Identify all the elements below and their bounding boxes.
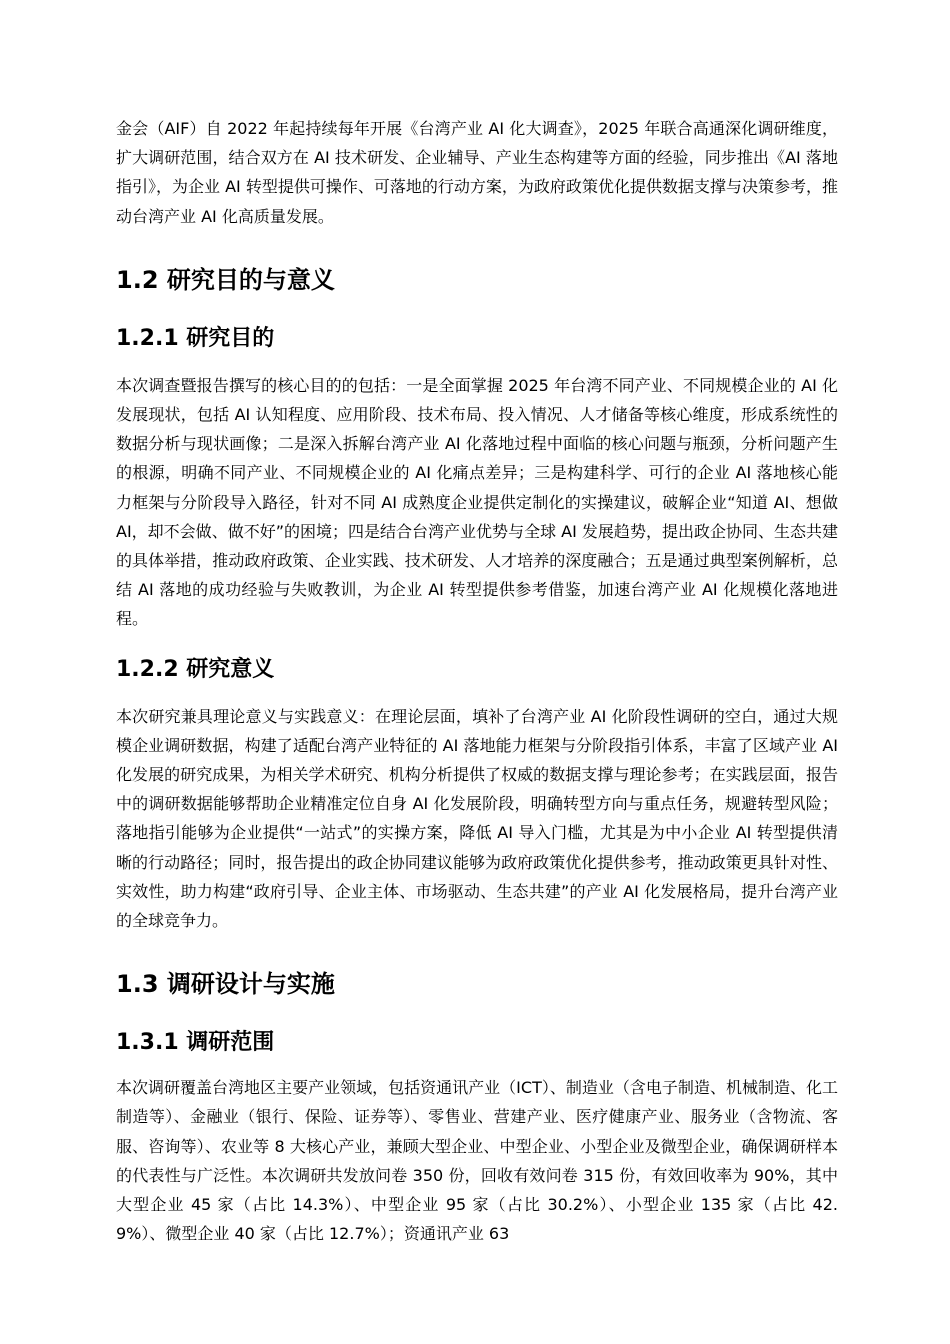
subsection-heading-1-3-1: 1.3.1 调研范围: [116, 1030, 275, 1056]
research-scope-paragraph: 本次调研覆盖台湾地区主要产业领域，包括资通讯产业（ICT）、制造业（含电子制造、机械制造、化工制造等）、金融业（银行、保险、证券等）、零售业、营建产业、医疗健康产业、服务业（含物流、客服、咨询等）、农业等 8 大核心产业，兼顾大型企业、中型企业、小型企业及微型企业，确保调研样本的代表性与广泛性。本次调研共发放问卷 350 份，回收有效问卷 315 份，有效回收率为 90%，其中大型企业 45 家（占比 14.3%）、中型企业 95 家（占比 30.2%）、小型企业 135 家（占比 42.9%）、微型企业 40 家（占比 12.7%）；资通讯产业 63: [116, 1078, 838, 1244]
section-heading-1-2: 1.2 研究目的与意义: [116, 265, 335, 294]
page-content: [116, 114, 838, 1248]
intro-paragraph: 金会（AIF）自 2022 年起持续每年开展《台湾产业 AI 化大调查》，2025 年联合高通深化调研维度，扩大调研范围，结合双方在 AI 技术研发、企业辅导、产业生态构建等方面的经验，同步推出《AI 落地指引》，为企业 AI 转型提供可操作、可落地的行动方案，为政府政策优化提供数据支撑与决策参考，推动台湾产业 AI 化高质量发展。: [116, 119, 838, 226]
research-purpose-paragraph: 本次调查暨报告撰写的核心目的的包括：一是全面掌握 2025 年台湾不同产业、不同规模企业的 AI 化发展现状，包括 AI 认知程度、应用阶段、技术布局、投入情况、人才储备等核心维度，形成系统性的数据分析与现状画像；二是深入拆解台湾产业 AI 化落地过程中面临的核心问题与瓶颈，分析问题产生的根源，明确不同产业、不同规模企业的 AI 化痛点差异；三是构建科学、可行的企业 AI 落地核心能力框架与分阶段导入路径，针对不同 AI 成熟度企业提供定制化的实操建议，破解企业“知道 AI、想做 AI，却不会做、做不好”的困境；四是结合台湾产业优势与全球 AI 发展趋势，提出政企协同、生态共建的具体举措，推动政府政策、企业实践、技术研发、人才培养的深度融合；五是通过典型案例解析，总结 AI 落地的成功经验与失败教训，为企业 AI 转型提供参考借鉴，加速台湾产业 AI 化规模化落地进程。: [116, 375, 838, 629]
section-heading-1-3: 1.3 调研设计与实施: [116, 970, 335, 999]
subsection-heading-1-2-1: 1.2.1 研究目的: [116, 325, 275, 351]
research-significance-paragraph: 本次研究兼具理论意义与实践意义：在理论层面，填补了台湾产业 AI 化阶段性调研的空白，通过大规模企业调研数据，构建了适配台湾产业特征的 AI 落地能力框架与分阶段指引体系，丰富了区域产业 AI 化发展的研究成果，为相关学术研究、机构分析提供了权威的数据支撑与理论参考；在实践层面，报告中的调研数据能够帮助企业精准定位自身 AI 化发展阶段，明确转型方向与重点任务，规避转型风险；落地指引能够为企业提供“一站式”的实操方案，降低 AI 导入门槛，尤其是为中小企业 AI 转型提供清晰的行动路径；同时，报告提出的政企协同建议能够为政府政策优化提供参考，推动政策更具针对性、实效性，助力构建“政府引导、企业主体、市场驱动、生态共建”的产业 AI 化发展格局，提升台湾产业的全球竞争力。: [116, 706, 838, 931]
subsection-heading-1-2-2: 1.2.2 研究意义: [116, 656, 275, 682]
